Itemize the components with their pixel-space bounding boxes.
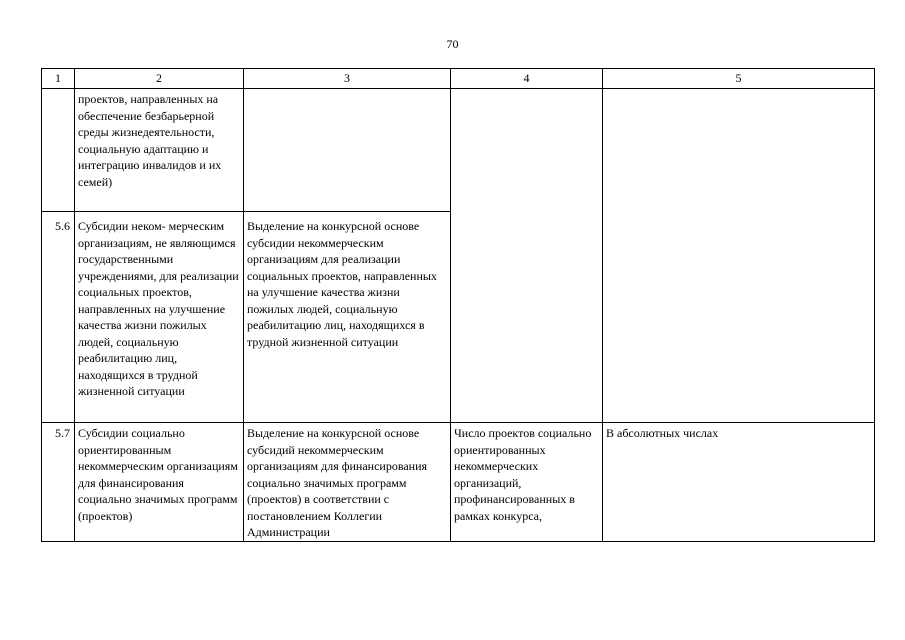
row-description-text: Субсидии социально ориентированным некоммерческим организациям для финансирования социально значимых программ (проектов) xyxy=(78,426,238,523)
table-header-row xyxy=(42,69,875,89)
row-action-cell xyxy=(244,423,451,542)
column-header-1: 1 xyxy=(42,69,75,89)
row-number-cell xyxy=(42,212,75,423)
row-description-cell xyxy=(75,212,244,423)
row-description-cell xyxy=(75,423,244,542)
row-action-cell xyxy=(244,89,451,212)
column-header-5: 5 xyxy=(603,69,875,89)
row-indicator-text: Число проектов социально ориентированных некоммерческих организаций, профинансированных в рамках конкурса, xyxy=(454,426,592,523)
row-indicator-cell xyxy=(451,423,603,542)
row-number-cell xyxy=(42,89,75,212)
row-description-cell xyxy=(75,89,244,212)
row-action-text xyxy=(247,89,447,91)
row-unit-cell xyxy=(603,89,875,423)
column-header-4: 4 xyxy=(451,69,603,89)
table-row xyxy=(42,423,875,542)
table-row xyxy=(42,89,875,212)
row-description-text: проектов, направленных на обеспечение безбарьерной среды жизнедеятельности, социальную адаптацию и интеграцию инвалидов и их семей) xyxy=(78,92,222,189)
data-table xyxy=(41,68,875,542)
row-unit-cell xyxy=(603,423,875,542)
row-number: 5.7 xyxy=(55,426,70,440)
row-indicator-cell xyxy=(451,89,603,423)
row-number: 5.6 xyxy=(55,219,70,233)
row-action-text: Выделение на конкурсной основе субсидии некоммерческим организациям для реализации социальных проектов, направленных на улучшение качества жизни пожилых людей, социальную реабилитацию лиц, находящихся в трудной жизненной ситуации xyxy=(247,219,437,349)
page-number: 70 xyxy=(446,37,459,51)
row-action-cell xyxy=(244,212,451,423)
row-number-cell xyxy=(42,423,75,542)
row-description-text: Субсидии неком- мерческим организациям, не являющимся государственными учреждениями, для реализации социальных проектов, направленных на улучшение качества жизни пожилых людей, социальную реабилитацию лиц, находящихся в трудной жизненной ситуации xyxy=(78,219,239,398)
row-action-text: Выделение на конкурсной основе субсидий некоммерческим организациям для финансирования социально значимых программ (проектов) в соответствии с постановлением Коллегии Администрации xyxy=(247,426,428,539)
row-unit-text: В абсолютных числах xyxy=(606,426,719,440)
column-header-2: 2 xyxy=(75,69,244,89)
column-header-3: 3 xyxy=(244,69,451,89)
